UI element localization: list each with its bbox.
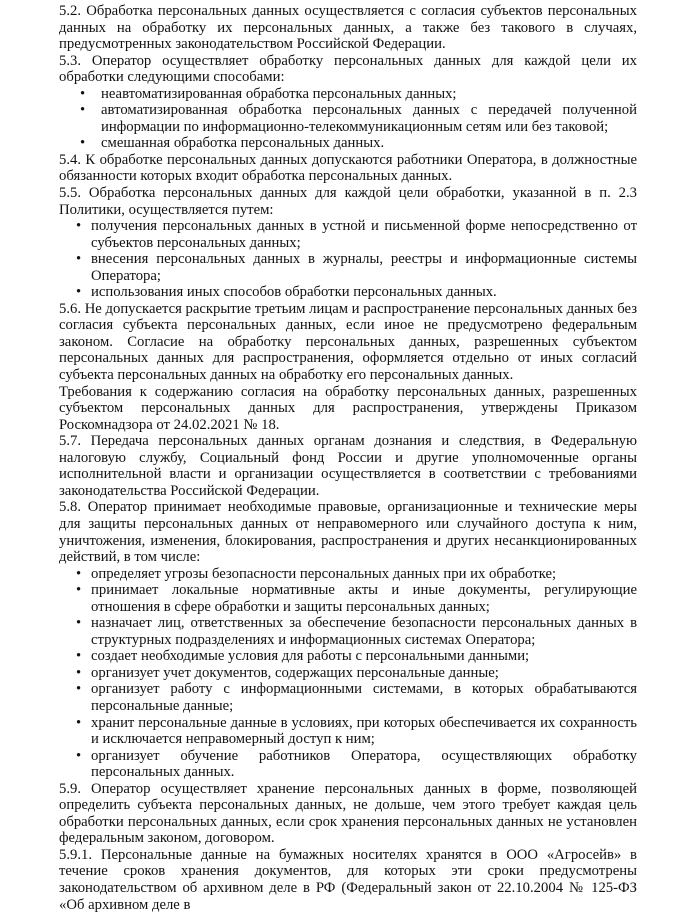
list-item: • создает необходимые условия для работы с персональными данными; [59,648,637,665]
list-item: • организует учет документов, содержащих персональные данные; [59,665,637,682]
list-item: • принимает локальные нормативные акты и иные документы, регулирующие отношения в сфере обработки и защиты персональных данных; [59,582,637,615]
list-item: • хранит персональные данные в условиях, при которых обеспечивается их сохранность и исключается неправомерный доступ к ним; [59,715,637,748]
list-item: • неавтоматизированная обработка персональных данных; [59,86,637,103]
paragraph-5-4: 5.4. К обработке персональных данных допускаются работники Оператора, в должностные обязанности которых входит обработка персональных данных. [59,151,637,185]
list-item: • внесения персональных данных в журналы, реестры и информационные системы Оператора; [59,251,637,284]
list-item: • организует работу с информационными системами, в которых обрабатываются персональные данные; [59,681,637,714]
paragraph-5-3: 5.3. Оператор осуществляет обработку персональных данных для каждой цели их обработки следующими способами: [59,52,637,86]
list-item: • определяет угрозы безопасности персональных данных при их обработке; [59,566,637,583]
paragraph-5-9-1: 5.9.1. Персональные данные на бумажных носителях хранятся в ООО «Агросейв» в течение сроков хранения документов, для которых эти сроки предусмотрены законодательством об архивном деле в РФ (Федеральный закон от 22.10.2004 № 125-ФЗ «Об архивном деле в [59,846,637,913]
list-item: • получения персональных данных в устной и письменной форме непосредственно от субъектов персональных данных; [59,218,637,251]
processing-means-list [59,218,637,301]
paragraph-5-5: 5.5. Обработка персональных данных для каждой цели обработки, указанной в п. 2.3 Политики, осуществляется путем: [59,185,637,218]
paragraph-5-2: 5.2. Обработка персональных данных осуществляется с согласия субъектов персональных данных на обработку их персональных данных, а также без такового в случаях, предусмотренных законодательством Российской Федерации. [59,3,637,53]
paragraph-5-7: 5.7. Передача персональных данных органам дознания и следствия, в Федеральную налоговую службу, Социальный фонд России и другие уполномоченные органы исполнительной власти и организации осуществляется в соответствии с требованиями законодательства Российской Федерации. [59,433,637,499]
paragraph-5-6: 5.6. Не допускается раскрытие третьим лицам и распространение персональных данных без согласия субъекта персональных данных, если иное не предусмотрено федеральным законом. Согласие на обработку персональных данных, разрешенных субъектом персональных данных для распространения, оформляется отдельно от иных согласий субъекта персональных данных на обработку его персональных данных. [59,300,638,384]
paragraph-5-9: 5.9. Оператор осуществляет хранение персональных данных в форме, позволяющей определить субъекта персональных данных, не дольше, чем этого требует каждая цель обработки персональных данных, если срок хранения персональных данных не установлен федеральным законом, договором. [59,780,637,847]
document-text [59,3,637,913]
list-item: • организует обучение работников Оператора, осуществляющих обработку персональных данных. [59,748,637,781]
list-item: • назначает лиц, ответственных за обеспечение безопасности персональных данных в структурных подразделениях и информационных системах Оператора; [59,615,637,648]
processing-methods-list [59,86,637,152]
list-item: • автоматизированная обработка персональных данных с передачей полученной информации по информационно-телекоммуникационным сетям или без таковой; [59,102,637,135]
protection-measures-list [59,566,637,781]
paragraph-consent-requirements: Требования к содержанию согласия на обработку персональных данных, разрешенных субъектом персональных данных для распространения, утверждены Приказом Роскомнадзора от 24.02.2021 № 18. [59,383,637,433]
list-item: • использования иных способов обработки персональных данных. [59,284,637,301]
list-item: • смешанная обработка персональных данных. [59,135,637,152]
paragraph-5-8: 5.8. Оператор принимает необходимые правовые, организационные и технические меры для защиты персональных данных от неправомерного или случайного доступа к ним, уничтожения, изменения, блокирования, распространения и других несанкционированных действий, в том числе: [59,499,637,566]
